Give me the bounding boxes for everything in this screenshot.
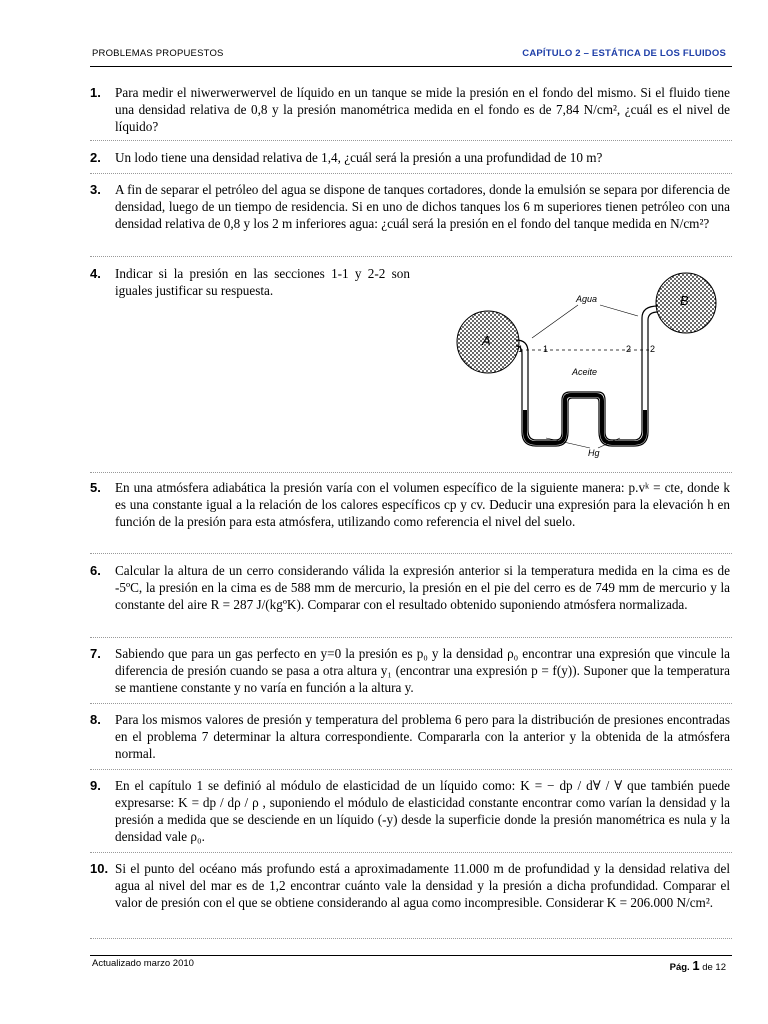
tank-b-label: B bbox=[680, 293, 689, 308]
header-rule bbox=[90, 66, 732, 67]
header-left: PROBLEMAS PROPUESTOS bbox=[92, 48, 224, 59]
separator bbox=[90, 703, 732, 704]
separator bbox=[90, 173, 732, 174]
manometer-figure bbox=[450, 270, 740, 470]
footer-updated: Actualizado marzo 2010 bbox=[92, 958, 194, 969]
label-agua: Agua bbox=[576, 294, 598, 304]
problem-3: 3. A fin de separar el petróleo del agua se dispone de tanques cortadores, donde la emulsión se separa por diferencia de densidad, luego de un tiempo de residencia. Si en uno de dichos tanques los 6 m superiores tienen petróleo con una densidad relativa de 0,8 y los 2 m inferiores agua: ¿cuál será la presión en el fondo del tanque medida en N/cm²? bbox=[90, 182, 730, 231]
section-2-right: 2 bbox=[650, 344, 656, 354]
separator bbox=[90, 256, 732, 257]
separator bbox=[90, 938, 732, 939]
header-right: CAPÍTULO 2 – ESTÁTICA DE LOS FLUIDOS bbox=[522, 48, 726, 59]
page-header bbox=[90, 46, 732, 64]
problem-7: 7. Sabiendo que para un gas perfecto en y=0 la presión es p₀ y la densidad ρ₀ encontrar una expresión que vincule la diferencia de presión cuando se pasa a otra altura y₁ (encontrar una expresión p = f(y)). Suponer que la temperatura se mantiene constante y no varía en función a la altura y. bbox=[90, 646, 730, 695]
problem-5: 5. En una atmósfera adiabática la presión varía con el volumen específico de la siguiente manera: p.vᵏ = cte, donde k es una constante igual a la relación de los calores específicos cp y cv. Deducir una expresión para la elevación h en función de la presión para esta atmósfera, utilizando como referencia el nivel del suelo. bbox=[90, 480, 730, 529]
tank-a-label: A bbox=[482, 333, 491, 348]
separator bbox=[90, 637, 732, 638]
section-2-left: 2 bbox=[626, 344, 632, 354]
problem-10: 10. Si el punto del océano más profundo está a aproximadamente 11.000 m de profundidad y la densidad relativa del agua al nivel del mar es de 1,2 encontrar cuánto vale la densidad y la presión a dicha profundidad. Comparar el valor de presión con el que se obtiene considerando al agua como incompresible. Considerar K = 206.000 N/cm². bbox=[90, 861, 730, 910]
leader-agua-left bbox=[532, 305, 578, 338]
problem-4: 4. Indicar si la presión en las secciones 1-1 y 2-2 son iguales justificar su respuesta. bbox=[90, 266, 410, 298]
mercury bbox=[525, 395, 645, 443]
problem-9: 9. En el capítulo 1 se definió al módulo de elasticidad de un líquido como: K = − dp / d∀ / ∀ que también puede expresarse: K = dp / dρ / ρ , suponiendo el módulo de elasticidad constante encontrar como varían la densidad y la presión a medida que se desciende en un líquido (-y) desde la superficie donde la presión manométrica es nula y la densidad vale ρ₀. bbox=[90, 778, 730, 844]
footer-rule bbox=[90, 955, 732, 956]
problem-1: 1. Para medir el niwerwerwervel de líquido en un tanque se mide la presión en el fondo del mismo. Si el fluido tiene una densidad relativa de 0,8 y la presión manométrica medida en el fondo es de 7,84 N/cm², ¿cuál es el nivel de líquido? bbox=[90, 85, 730, 134]
section-1-left: 1 bbox=[518, 344, 524, 354]
problem-2: 2. Un lodo tiene una densidad relativa de 1,4, ¿cuál será la presión a una profundidad de 10 m? bbox=[90, 150, 603, 165]
separator bbox=[90, 852, 732, 853]
label-aceite: Aceite bbox=[572, 367, 598, 377]
separator bbox=[90, 472, 732, 473]
problem-8: 8. Para los mismos valores de presión y temperatura del problema 6 pero para la distribución de presiones encontradas en el problema 7 determinar la altura correspondiente. Compararla con la anterior y la obtenida de la atmósfera normal. bbox=[90, 712, 730, 761]
separator bbox=[90, 553, 732, 554]
label-hg: Hg bbox=[588, 448, 600, 458]
section-1-right: 1 bbox=[543, 344, 549, 354]
leader-agua-right bbox=[600, 305, 638, 316]
separator bbox=[90, 769, 732, 770]
problem-6: 6. Calcular la altura de un cerro considerando válida la expresión anterior si la temperatura medida en la cima es de -5ºC, la presión en la cima es de 588 mm de mercurio, la presión en el pie del cerro es de 749 mm de mercurio y la constante del aire R = 287 J/(kgºK). Comparar con el resultado obtenido suponiendo atmósfera normalizada. bbox=[90, 563, 730, 612]
separator bbox=[90, 140, 732, 141]
page-number: Pág. 1 de 12 bbox=[669, 958, 726, 973]
